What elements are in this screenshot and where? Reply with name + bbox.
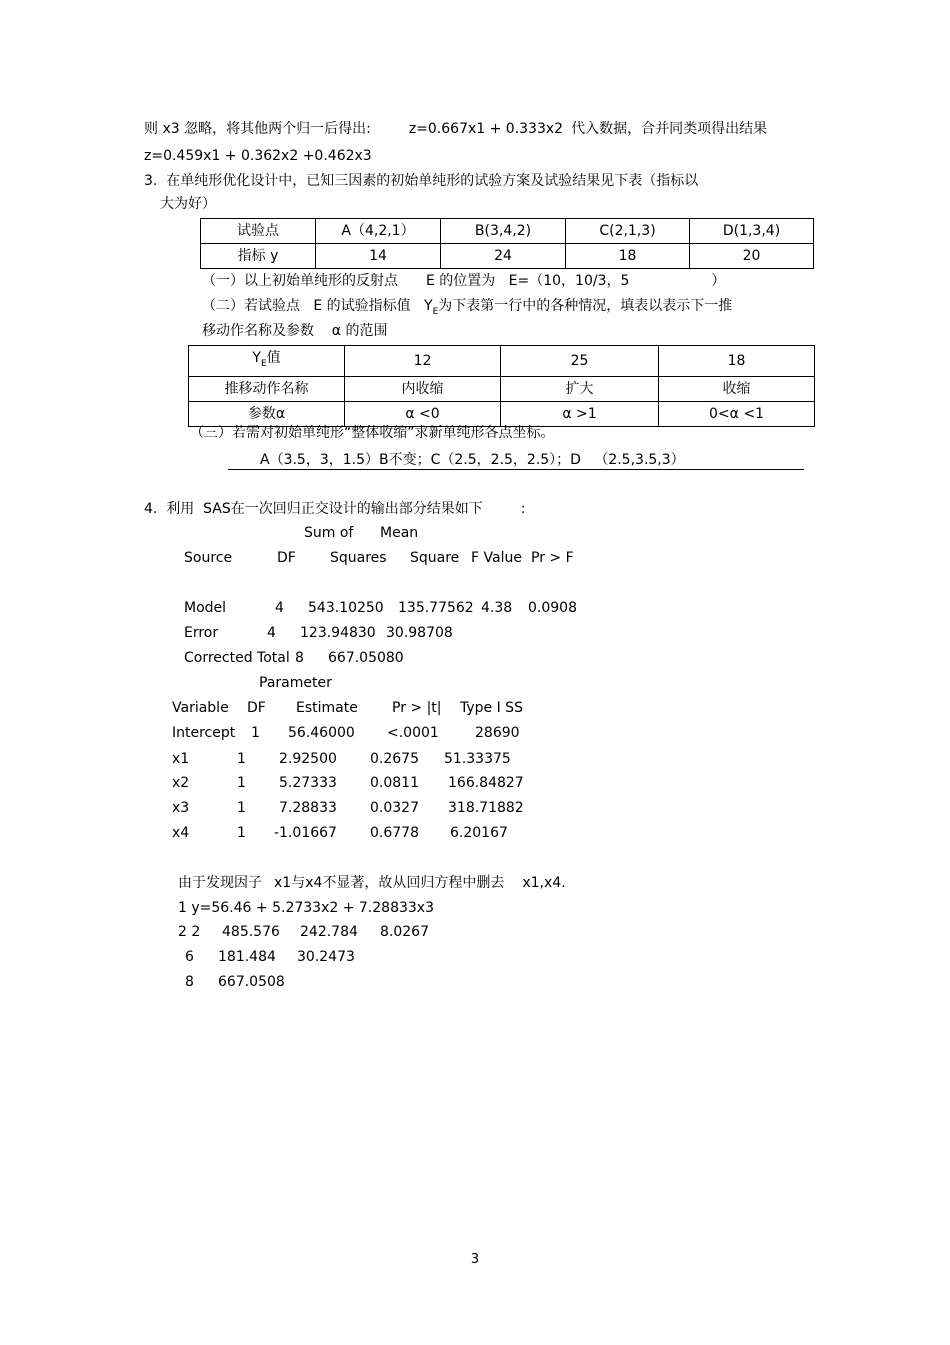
param-cell: 2.92500 [279, 751, 337, 767]
param-cell: x1 [172, 751, 190, 767]
q3-part-3: （三）若需对初始单纯形“整体收缩”求新单纯形各点坐标。 [190, 425, 555, 441]
table-cell: 参数α [189, 401, 345, 426]
table-cell: $Y_E$值 [189, 346, 345, 377]
anova-cell: 30.98708 [386, 625, 453, 641]
table-row [189, 401, 815, 426]
param-cell: 1 [237, 800, 246, 816]
anova-header-1: Sum of [304, 525, 354, 541]
res-cell: 181.484 [218, 949, 276, 965]
table-cell: A（4,2,1） [316, 219, 441, 244]
res-cell: 485.576 [222, 924, 280, 940]
simplex-table [200, 218, 814, 269]
table-cell: 内收缩 [345, 376, 501, 401]
anova-cell: 123.94830 [300, 625, 376, 641]
anova-header-2: Pr > F [531, 550, 574, 566]
table-cell: 24 [441, 244, 566, 269]
param-cell: 166.84827 [448, 775, 524, 791]
q3-part-1: （一）以上初始单纯形的反射点 E 的位置为 E=（10，10/3，5 ） [202, 273, 726, 289]
param-header-2: DF [247, 700, 266, 716]
res-cell: 8 [185, 974, 194, 990]
page-number: 3 [470, 1252, 480, 1267]
anova-cell: 135.77562 [398, 600, 474, 616]
param-header-2: Estimate [296, 700, 358, 716]
table-cell: 扩大 [501, 376, 659, 401]
table-cell: 收缩 [659, 376, 815, 401]
res-cell: 242.784 [300, 924, 358, 940]
anova-header-2: DF [277, 550, 296, 566]
param-cell: 6.20167 [450, 825, 508, 841]
anova-cell: 4 [267, 625, 276, 641]
res-cell: 30.2473 [297, 949, 355, 965]
anova-header-2: Squares [330, 550, 387, 566]
param-cell: 0.6778 [370, 825, 419, 841]
anova-cell: 667.05080 [328, 650, 404, 666]
anova-cell: 0.0908 [528, 600, 577, 616]
anova-cell: 4 [275, 600, 284, 616]
param-header-2: Type I SS [460, 700, 523, 716]
table-row [189, 376, 815, 401]
table-cell: 25 [501, 346, 659, 377]
q3-title-cont: 大为好） [160, 196, 216, 212]
anova-cell: Model [184, 600, 227, 616]
table-row [189, 346, 815, 377]
table-row [201, 244, 814, 269]
table-cell: 18 [566, 244, 690, 269]
param-cell: 5.27333 [279, 775, 337, 791]
res-cell: 6 [185, 949, 194, 965]
param-cell: x2 [172, 775, 190, 791]
anova-cell: 4.38 [481, 600, 513, 616]
table-row [201, 219, 814, 244]
anova-cell: 543.10250 [308, 600, 384, 616]
param-header-2: Variable [172, 700, 229, 716]
q3-part-2: （二）若试验点 E 的试验指标值 $Y_E$为下表第一行中的各种情况，填表以表示下一推 [202, 298, 733, 317]
table-cell: α <0 [345, 401, 501, 426]
param-cell: 28690 [475, 725, 520, 741]
anova-cell: Corrected Total [184, 650, 290, 666]
q3-part-3-answer: A（3.5，3，1.5）B不变；C（2.5，2.5，2.5）；D （2.5,3.5,3） [228, 451, 804, 470]
intro-line-2: z=0.459x1 + 0.362x2 +0.462x3 [144, 148, 372, 164]
anova-header-2: Square [410, 550, 460, 566]
param-cell: 0.2675 [370, 751, 419, 767]
res-cell: 2 2 [178, 924, 201, 940]
table-cell: 推移动作名称 [189, 376, 345, 401]
param-cell: 1 [237, 825, 246, 841]
param-cell: 51.33375 [444, 751, 511, 767]
q4-equation: 1 y=56.46 + 5.2733x2 + 7.28833x3 [178, 900, 434, 916]
table-cell: 14 [316, 244, 441, 269]
param-cell: 1 [251, 725, 260, 741]
anova-cell: 8 [295, 650, 304, 666]
param-cell: x4 [172, 825, 190, 841]
res-cell: 8.0267 [380, 924, 429, 940]
table-cell: 12 [345, 346, 501, 377]
param-cell: 1 [237, 775, 246, 791]
table-cell: B(3,4,2) [441, 219, 566, 244]
table-cell: C(2,1,3) [566, 219, 690, 244]
param-cell: 0.0811 [370, 775, 419, 791]
move-table [188, 345, 815, 427]
param-cell: 1 [237, 751, 246, 767]
param-cell: x3 [172, 800, 190, 816]
param-cell: 318.71882 [448, 800, 524, 816]
table-cell: α >1 [501, 401, 659, 426]
q3-part-2-cont: 移动作名称及参数 α 的范围 [202, 323, 388, 339]
param-cell: 7.28833 [279, 800, 337, 816]
param-cell: -1.01667 [274, 825, 337, 841]
intro-line-1: 则 x3 忽略，将其他两个归一后得出: z=0.667x1 + 0.333x2 代入数据，合并同类项得出结果 [144, 121, 768, 137]
table-cell: 试验点 [201, 219, 316, 244]
param-cell: Intercept [172, 725, 236, 741]
table-cell: 指标 y [201, 244, 316, 269]
table-cell: 0<α <1 [659, 401, 815, 426]
param-cell: <.0001 [387, 725, 439, 741]
q4-note: 由于发现因子 x1与x4不显著，故从回归方程中删去 x1,x4. [178, 875, 566, 891]
anova-cell: Error [184, 625, 219, 641]
table-cell: 18 [659, 346, 815, 377]
q4-title: 4. 利用 SAS在一次回归正交设计的输出部分结果如下 : [144, 501, 526, 517]
anova-header-2: Source [184, 550, 233, 566]
q3-title: 3. 在单纯形优化设计中，已知三因素的初始单纯形的试验方案及试验结果见下表（指标以 [144, 173, 699, 189]
param-cell: 56.46000 [288, 725, 355, 741]
table-cell: D(1,3,4) [690, 219, 814, 244]
anova-header-1: Mean [380, 525, 419, 541]
param-header-1: Parameter [259, 675, 332, 691]
table-cell: 20 [690, 244, 814, 269]
param-cell: 0.0327 [370, 800, 419, 816]
param-header-2: Pr > |t| [392, 700, 442, 716]
anova-header-2: F Value [471, 550, 522, 566]
res-cell: 667.0508 [218, 974, 285, 990]
